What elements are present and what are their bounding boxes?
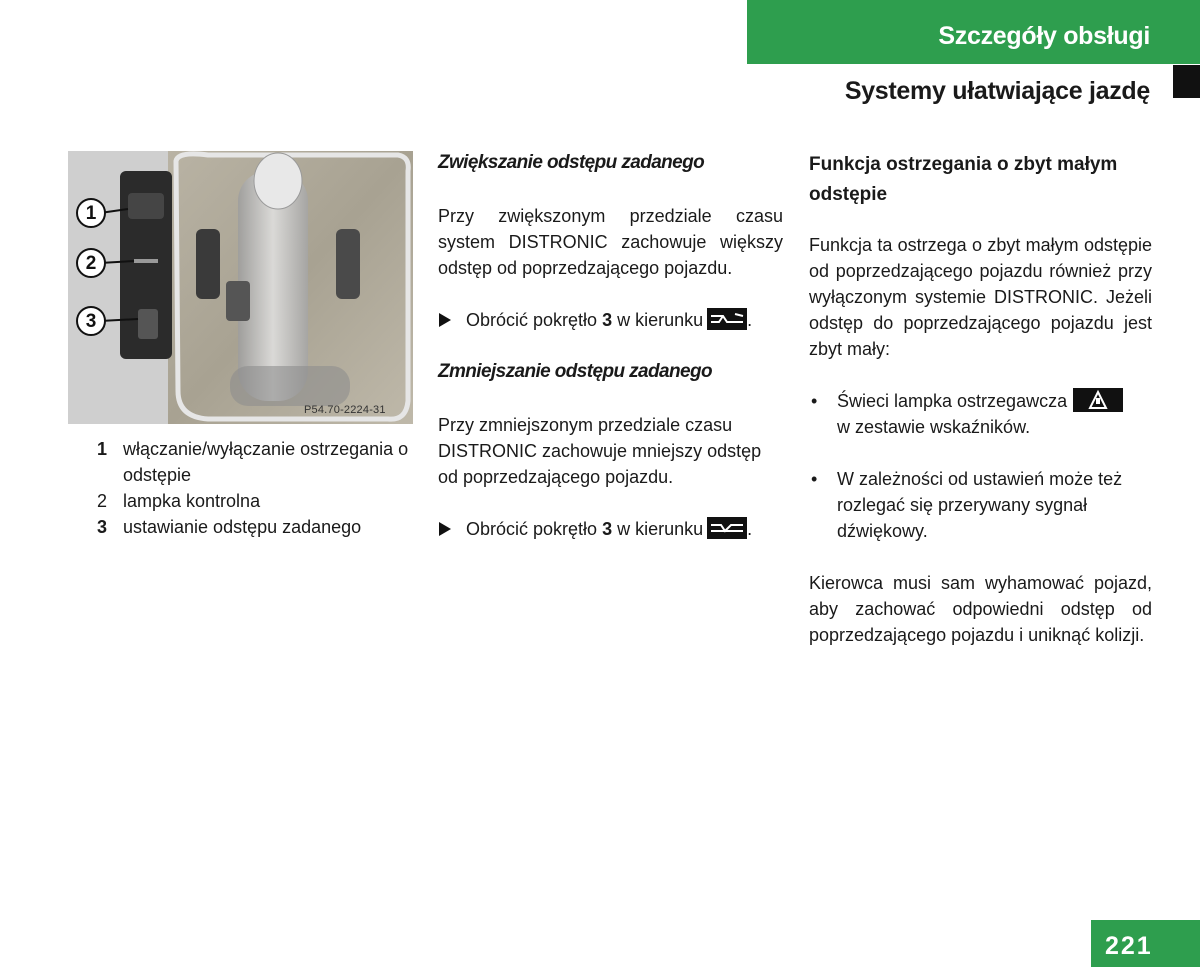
distance-increase-icon — [707, 308, 747, 330]
legend-number: 2 — [97, 491, 108, 511]
bullet-dot-icon: • — [811, 391, 818, 411]
legend-number: 1 — [97, 439, 108, 459]
page-number: 221 — [1105, 932, 1153, 960]
step-text: Obrócić pokrętło — [466, 310, 598, 330]
console-illustration — [68, 151, 413, 424]
paragraph-increase: Przy zwiększonym przedziale czasu system DISTRONIC zachowuje większy odstęp od poprzedzającego pojazdu. — [438, 206, 783, 278]
step-text: Obrócić pokrętło — [466, 519, 598, 539]
figure-code: P54.70-2224-31 — [304, 404, 386, 416]
callout-1: 1 — [76, 198, 106, 228]
section-title: Szczegóły obsługi — [938, 22, 1150, 50]
distance-decrease-icon — [707, 517, 747, 539]
page-number-box — [1091, 920, 1200, 967]
step-text-direction: w kierunku — [617, 310, 704, 330]
figure-legend — [97, 436, 417, 540]
legend-text: ustawianie odstępu zadanego — [123, 517, 362, 537]
console-photo — [68, 151, 413, 424]
section-tab — [747, 0, 1200, 64]
step-end: . — [747, 519, 753, 539]
instruction-step — [438, 516, 783, 542]
heading-decrease-distance: Zmniejszanie odstępu zadanego — [438, 361, 712, 382]
step-number: 3 — [602, 519, 613, 539]
heading-increase-distance: Zwiększanie odstępu zadanego — [438, 152, 705, 173]
paragraph-decrease: Przy zmniejszonym przedziale czasu DISTRONIC zachowuje mniejszy odstęp od poprzedzającego pojazdu. — [438, 415, 762, 487]
paragraph-warning: Funkcja ta ostrzega o zbyt małym odstępie od poprzedzającego pojazdu również przy wyłączonym systemie DISTRONIC. Jeżeli odstęp do poprzedzającego pojazdu jest zbyt mały: — [809, 235, 1152, 359]
legend-item — [97, 488, 417, 514]
bullet-text: Świeci lampka ostrzegawcza — [837, 391, 1068, 411]
instruction-step — [438, 307, 783, 333]
step-text-direction: w kierunku — [617, 519, 704, 539]
bullet-dot-icon: • — [811, 469, 818, 489]
legend-item — [97, 514, 417, 540]
callout-2: 2 — [76, 248, 106, 278]
warning-lamp-icon — [1073, 388, 1123, 412]
paragraph-driver-note: Kierowca musi sam wyhamować pojazd, aby zachować odpowiedni odstęp od poprzedzającego pojazdu i uniknąć kolizji. — [809, 573, 1152, 645]
bullet-text-continued: w zestawie wskaźników. — [837, 417, 1031, 437]
heading-warning-function: Funkcja ostrzegania o zbyt małym odstępie — [809, 154, 1118, 205]
step-arrow-icon — [439, 522, 451, 536]
legend-number: 3 — [97, 517, 108, 537]
callout-3: 3 — [76, 306, 106, 336]
step-arrow-icon — [439, 313, 451, 327]
bullet-text: W zależności od ustawień może też rozlegać się przerywany sygnał dźwiękowy. — [837, 469, 1123, 541]
legend-item — [97, 436, 417, 488]
step-end: . — [747, 310, 753, 330]
step-number: 3 — [602, 310, 613, 330]
thumb-index-marker — [1173, 65, 1200, 98]
column-middle — [438, 150, 783, 542]
column-right — [809, 150, 1152, 648]
bullet-item — [809, 466, 1152, 544]
legend-text: lampka kontrolna — [123, 491, 261, 511]
bullet-item — [809, 388, 1152, 440]
legend-text: włączanie/wyłączanie ostrzegania o odstępie — [123, 439, 409, 485]
page-title: Systemy ułatwiające jazdę — [844, 77, 1150, 105]
